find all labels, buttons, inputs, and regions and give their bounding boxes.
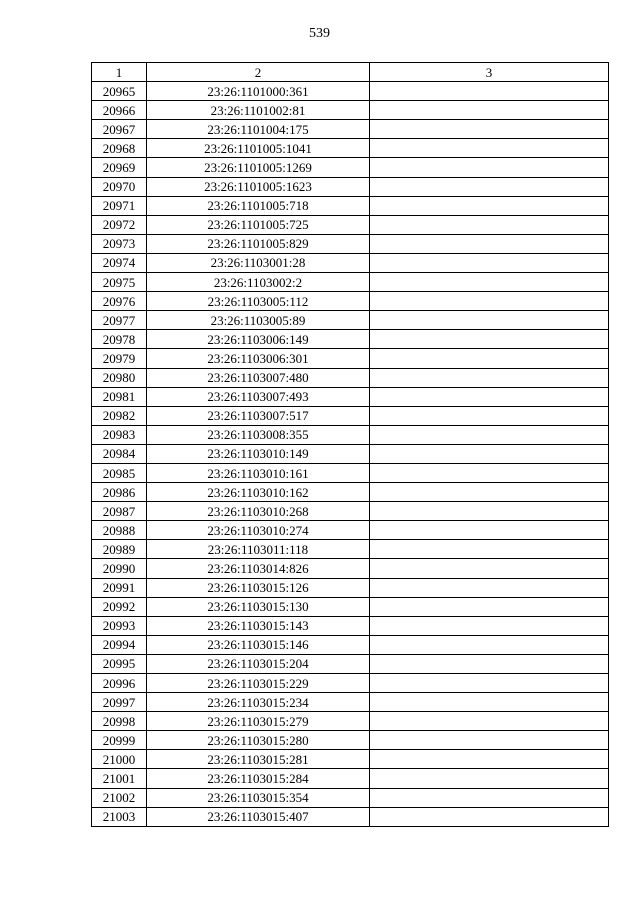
note-cell xyxy=(370,158,609,177)
note-cell xyxy=(370,177,609,196)
table-row xyxy=(92,559,609,578)
table-row xyxy=(92,292,609,311)
table-row xyxy=(92,101,609,120)
row-number-cell: 20999 xyxy=(92,731,147,750)
cadastral-number-cell: 23:26:1103010:274 xyxy=(147,521,370,540)
table-row xyxy=(92,597,609,616)
row-number-cell: 20982 xyxy=(92,406,147,425)
row-number-cell: 20998 xyxy=(92,712,147,731)
table-row xyxy=(92,578,609,597)
note-cell xyxy=(370,387,609,406)
table-body xyxy=(92,82,609,827)
cadastral-number-cell: 23:26:1103015:279 xyxy=(147,712,370,731)
table-row xyxy=(92,234,609,253)
table-row xyxy=(92,215,609,234)
note-cell xyxy=(370,540,609,559)
note-cell xyxy=(370,215,609,234)
row-number-cell: 20972 xyxy=(92,215,147,234)
row-number-cell: 20997 xyxy=(92,693,147,712)
table-row xyxy=(92,731,609,750)
row-number-cell: 20975 xyxy=(92,273,147,292)
page-number: 539 xyxy=(309,26,330,41)
row-number-cell: 20971 xyxy=(92,196,147,215)
note-cell xyxy=(370,368,609,387)
cadastral-number-cell: 23:26:1103015:284 xyxy=(147,769,370,788)
row-number-cell: 21001 xyxy=(92,769,147,788)
table-row xyxy=(92,654,609,673)
note-cell xyxy=(370,616,609,635)
cadastral-number-cell: 23:26:1103015:130 xyxy=(147,597,370,616)
table-header xyxy=(92,63,609,82)
table-row xyxy=(92,769,609,788)
note-cell xyxy=(370,444,609,463)
note-cell xyxy=(370,425,609,444)
table-row xyxy=(92,196,609,215)
column-header-1: 1 xyxy=(92,63,147,82)
row-number-cell: 20992 xyxy=(92,597,147,616)
table-row xyxy=(92,807,609,826)
note-cell xyxy=(370,273,609,292)
table-row xyxy=(92,502,609,521)
note-cell xyxy=(370,654,609,673)
cadastral-number-cell: 23:26:1101002:81 xyxy=(147,101,370,120)
cadastral-number-cell: 23:26:1103005:112 xyxy=(147,292,370,311)
table-row xyxy=(92,349,609,368)
table-row xyxy=(92,788,609,807)
row-number-cell: 20967 xyxy=(92,120,147,139)
cadastral-number-cell: 23:26:1103010:162 xyxy=(147,483,370,502)
row-number-cell: 20984 xyxy=(92,444,147,463)
table-row xyxy=(92,177,609,196)
registry-table xyxy=(91,62,609,827)
note-cell xyxy=(370,483,609,502)
cadastral-number-cell: 23:26:1103015:281 xyxy=(147,750,370,769)
note-cell xyxy=(370,750,609,769)
row-number-cell: 20980 xyxy=(92,368,147,387)
note-cell xyxy=(370,807,609,826)
note-cell xyxy=(370,769,609,788)
table-row xyxy=(92,521,609,540)
cadastral-number-cell: 23:26:1103010:268 xyxy=(147,502,370,521)
note-cell xyxy=(370,139,609,158)
note-cell xyxy=(370,292,609,311)
cadastral-number-cell: 23:26:1103010:149 xyxy=(147,444,370,463)
table-row xyxy=(92,463,609,482)
row-number-cell: 21000 xyxy=(92,750,147,769)
row-number-cell: 20968 xyxy=(92,139,147,158)
column-header-2: 2 xyxy=(147,63,370,82)
note-cell xyxy=(370,120,609,139)
cadastral-number-cell: 23:26:1103007:480 xyxy=(147,368,370,387)
row-number-cell: 20977 xyxy=(92,311,147,330)
cadastral-number-cell: 23:26:1103007:493 xyxy=(147,387,370,406)
cadastral-number-cell: 23:26:1103015:229 xyxy=(147,674,370,693)
note-cell xyxy=(370,559,609,578)
header-row xyxy=(92,63,609,82)
table-row xyxy=(92,425,609,444)
cadastral-number-cell: 23:26:1101004:175 xyxy=(147,120,370,139)
table-row xyxy=(92,483,609,502)
row-number-cell: 20994 xyxy=(92,635,147,654)
table-row xyxy=(92,693,609,712)
note-cell xyxy=(370,253,609,272)
table-row xyxy=(92,540,609,559)
table-row xyxy=(92,750,609,769)
cadastral-number-cell: 23:26:1103011:118 xyxy=(147,540,370,559)
note-cell xyxy=(370,521,609,540)
note-cell xyxy=(370,463,609,482)
row-number-cell: 20995 xyxy=(92,654,147,673)
row-number-cell: 20990 xyxy=(92,559,147,578)
note-cell xyxy=(370,196,609,215)
note-cell xyxy=(370,788,609,807)
note-cell xyxy=(370,349,609,368)
note-cell xyxy=(370,597,609,616)
note-cell xyxy=(370,731,609,750)
table-row xyxy=(92,120,609,139)
note-cell xyxy=(370,101,609,120)
cadastral-number-cell: 23:26:1101005:718 xyxy=(147,196,370,215)
row-number-cell: 20969 xyxy=(92,158,147,177)
cadastral-number-cell: 23:26:1103015:234 xyxy=(147,693,370,712)
cadastral-number-cell: 23:26:1103010:161 xyxy=(147,463,370,482)
table-row xyxy=(92,387,609,406)
row-number-cell: 20991 xyxy=(92,578,147,597)
row-number-cell: 20986 xyxy=(92,483,147,502)
cadastral-number-cell: 23:26:1103007:517 xyxy=(147,406,370,425)
note-cell xyxy=(370,406,609,425)
table-row xyxy=(92,82,609,101)
cadastral-number-cell: 23:26:1103015:143 xyxy=(147,616,370,635)
note-cell xyxy=(370,635,609,654)
note-cell xyxy=(370,82,609,101)
row-number-cell: 20987 xyxy=(92,502,147,521)
row-number-cell: 20979 xyxy=(92,349,147,368)
note-cell xyxy=(370,693,609,712)
table-row xyxy=(92,368,609,387)
row-number-cell: 20996 xyxy=(92,674,147,693)
cadastral-number-cell: 23:26:1101005:1623 xyxy=(147,177,370,196)
cadastral-number-cell: 23:26:1103015:407 xyxy=(147,807,370,826)
row-number-cell: 20974 xyxy=(92,253,147,272)
table-row xyxy=(92,635,609,654)
cadastral-number-cell: 23:26:1103015:204 xyxy=(147,654,370,673)
row-number-cell: 20973 xyxy=(92,234,147,253)
cadastral-number-cell: 23:26:1103001:28 xyxy=(147,253,370,272)
row-number-cell: 21002 xyxy=(92,788,147,807)
row-number-cell: 20965 xyxy=(92,82,147,101)
row-number-cell: 20966 xyxy=(92,101,147,120)
row-number-cell: 20989 xyxy=(92,540,147,559)
table-row xyxy=(92,330,609,349)
table-row xyxy=(92,406,609,425)
cadastral-number-cell: 23:26:1103015:146 xyxy=(147,635,370,654)
row-number-cell: 20988 xyxy=(92,521,147,540)
table-row xyxy=(92,674,609,693)
row-number-cell: 20976 xyxy=(92,292,147,311)
row-number-cell: 20993 xyxy=(92,616,147,635)
cadastral-number-cell: 23:26:1101000:361 xyxy=(147,82,370,101)
note-cell xyxy=(370,712,609,731)
row-number-cell: 20985 xyxy=(92,463,147,482)
note-cell xyxy=(370,330,609,349)
table-row xyxy=(92,712,609,731)
cadastral-number-cell: 23:26:1103015:126 xyxy=(147,578,370,597)
cadastral-number-cell: 23:26:1103015:280 xyxy=(147,731,370,750)
table-row xyxy=(92,444,609,463)
table-row xyxy=(92,616,609,635)
column-header-3: 3 xyxy=(370,63,609,82)
cadastral-number-cell: 23:26:1101005:1269 xyxy=(147,158,370,177)
row-number-cell: 20981 xyxy=(92,387,147,406)
note-cell xyxy=(370,311,609,330)
note-cell xyxy=(370,578,609,597)
table-row xyxy=(92,253,609,272)
table-row xyxy=(92,139,609,158)
cadastral-number-cell: 23:26:1103005:89 xyxy=(147,311,370,330)
row-number-cell: 20983 xyxy=(92,425,147,444)
cadastral-number-cell: 23:26:1103008:355 xyxy=(147,425,370,444)
cadastral-number-cell: 23:26:1103002:2 xyxy=(147,273,370,292)
note-cell xyxy=(370,502,609,521)
cadastral-number-cell: 23:26:1101005:829 xyxy=(147,234,370,253)
table-row xyxy=(92,158,609,177)
cadastral-number-cell: 23:26:1103014:826 xyxy=(147,559,370,578)
table-row xyxy=(92,311,609,330)
note-cell xyxy=(370,234,609,253)
cadastral-number-cell: 23:26:1103006:149 xyxy=(147,330,370,349)
cadastral-number-cell: 23:26:1103015:354 xyxy=(147,788,370,807)
cadastral-number-cell: 23:26:1101005:725 xyxy=(147,215,370,234)
row-number-cell: 20970 xyxy=(92,177,147,196)
row-number-cell: 21003 xyxy=(92,807,147,826)
table-row xyxy=(92,273,609,292)
note-cell xyxy=(370,674,609,693)
cadastral-number-cell: 23:26:1103006:301 xyxy=(147,349,370,368)
cadastral-number-cell: 23:26:1101005:1041 xyxy=(147,139,370,158)
row-number-cell: 20978 xyxy=(92,330,147,349)
